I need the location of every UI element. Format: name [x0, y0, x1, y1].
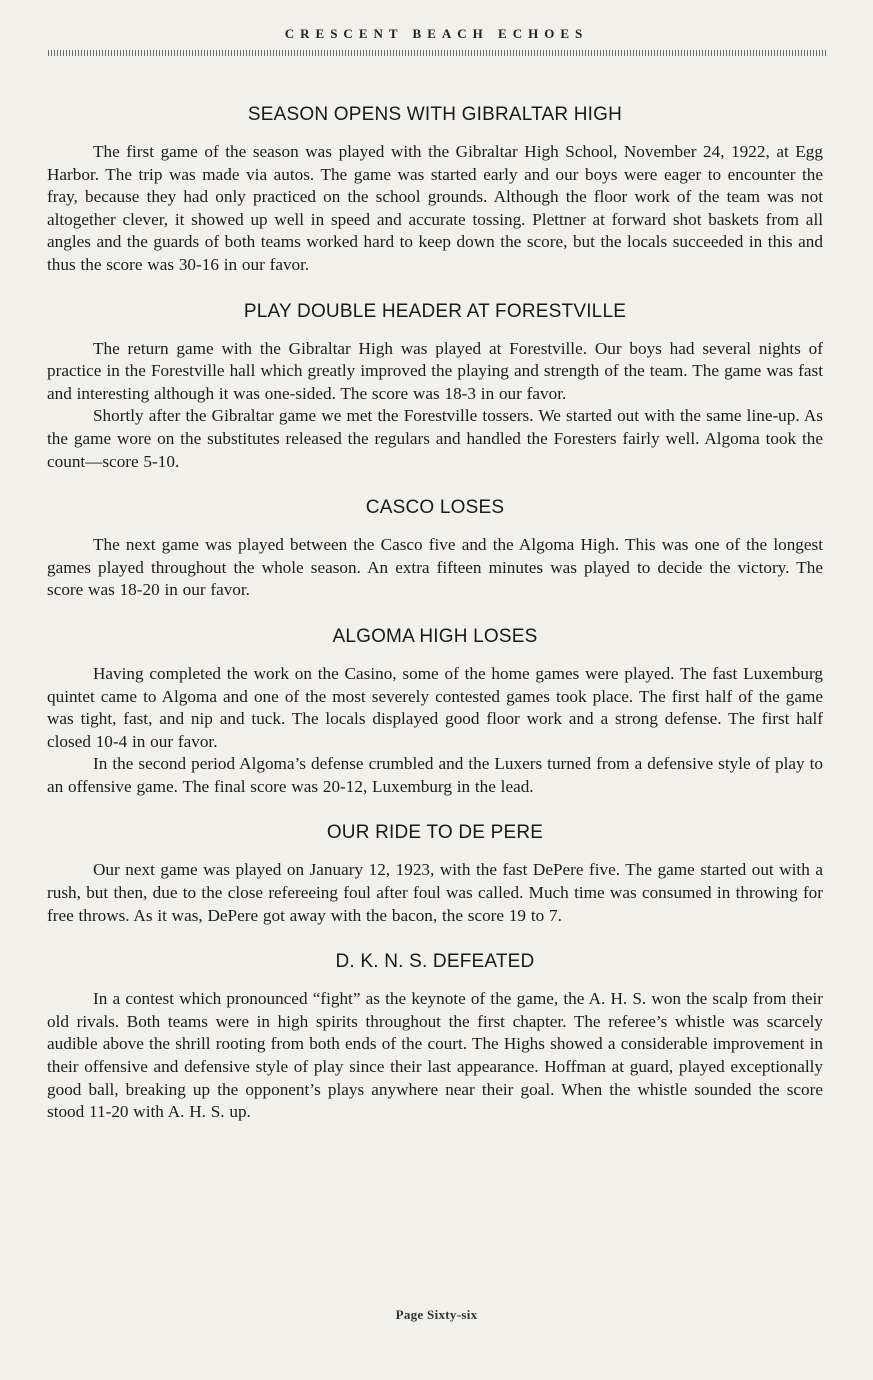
section-de-pere: [47, 820, 823, 927]
section-heading: ALGOMA HIGH LOSES: [332, 625, 538, 647]
section-double-header: [47, 299, 823, 474]
section-casco-loses: [47, 495, 823, 602]
section-heading: OUR RIDE TO DE PERE: [326, 822, 544, 844]
section-season-opens: [47, 102, 823, 277]
section-heading: SEASON OPENS WITH GIBRALTAR HIGH: [247, 104, 623, 125]
section-heading: PLAY DOUBLE HEADER AT FORESTVILLE: [243, 300, 627, 322]
paragraph: In the second period Algoma’s defense crumbled and the Luxers turned from a defensive style of play to an offensive game. The final score was 20-12, Luxemburg in the lead.: [47, 754, 823, 796]
page-number: Page Sixty-six: [395, 1307, 478, 1322]
section-heading: CASCO LOSES: [365, 497, 505, 519]
paragraph: The return game with the Gibraltar High was played at Forestville. Our boys had several nights of practice in the Forestville hall which greatly improved the playing and strength of the team. The game was fast and interesting although it was one-sided. The score was 18-3 in our favor.: [47, 338, 823, 403]
running-header: CRESCENT BEACH ECHOES: [284, 26, 589, 41]
paragraph: In a contest which pronounced “fight” as the keynote of the game, the A. H. S. won the scalp from their old rivals. Both teams were in high spirits throughout the first chapter. The referee’s whistle was scarcely audible above the shrill rooting from both ends of the court. The Highs showed a considerable improvement in their offensive and defensive style of play since their last appearance. Hoffman at guard, played exceptionally good ball, breaking up the opponent’s plays anywhere near their goal. When the whistle sounded the score stood 11-20 with A. H. S. up.: [47, 989, 823, 1122]
article-body: [47, 102, 823, 1124]
section-heading: D. K. N. S. DEFEATED: [335, 951, 535, 973]
paragraph: Having completed the work on the Casino, some of the home games were played. The fast Luxemburg quintet came to Algoma and one of the most severely contested games took place. The first half of the game was tight, fast, and nip and tuck. The locals displayed good floor work and a strong defense. The first half closed 10-4 in our favor.: [47, 663, 823, 751]
paragraph: Shortly after the Gibraltar game we met the Forestville tossers. We started out with the same line-up. As the game wore on the substitutes released the regulars and handled the Foresters fairly well. Algoma took the count—score 5-10.: [47, 406, 823, 471]
paragraph: Our next game was played on January 12, 1923, with the fast DePere five. The game started out with a rush, but then, due to the close refereeing foul after foul was called. Much time was consumed in throwing for free throws. As it was, DePere got away with the bacon, the score 19 to 7.: [47, 860, 823, 925]
paragraph: The first game of the season was played with the Gibraltar High School, November 24, 1922, at Egg Harbor. The trip was made via autos. The game was started early and our boys were eager to encounter the fray, because they had only practiced on the school grounds. Although the floor work of the team was not altogether clever, it showed up well in speed and accurate tossing. Plettner at forward shot baskets from all angles and the guards of both teams worked hard to keep down the score, but the locals succeeded in this and thus the score was 30-16 in our favor.: [47, 142, 823, 274]
section-algoma-loses: [47, 624, 823, 799]
paragraph: The next game was played between the Casco five and the Algoma High. This was one of the longest games played throughout the whole season. An extra fifteen minutes was played to decide the victory. The score was 18-20 in our favor.: [47, 535, 823, 600]
section-dkns-defeated: [47, 949, 823, 1124]
header-rule: [48, 50, 826, 56]
